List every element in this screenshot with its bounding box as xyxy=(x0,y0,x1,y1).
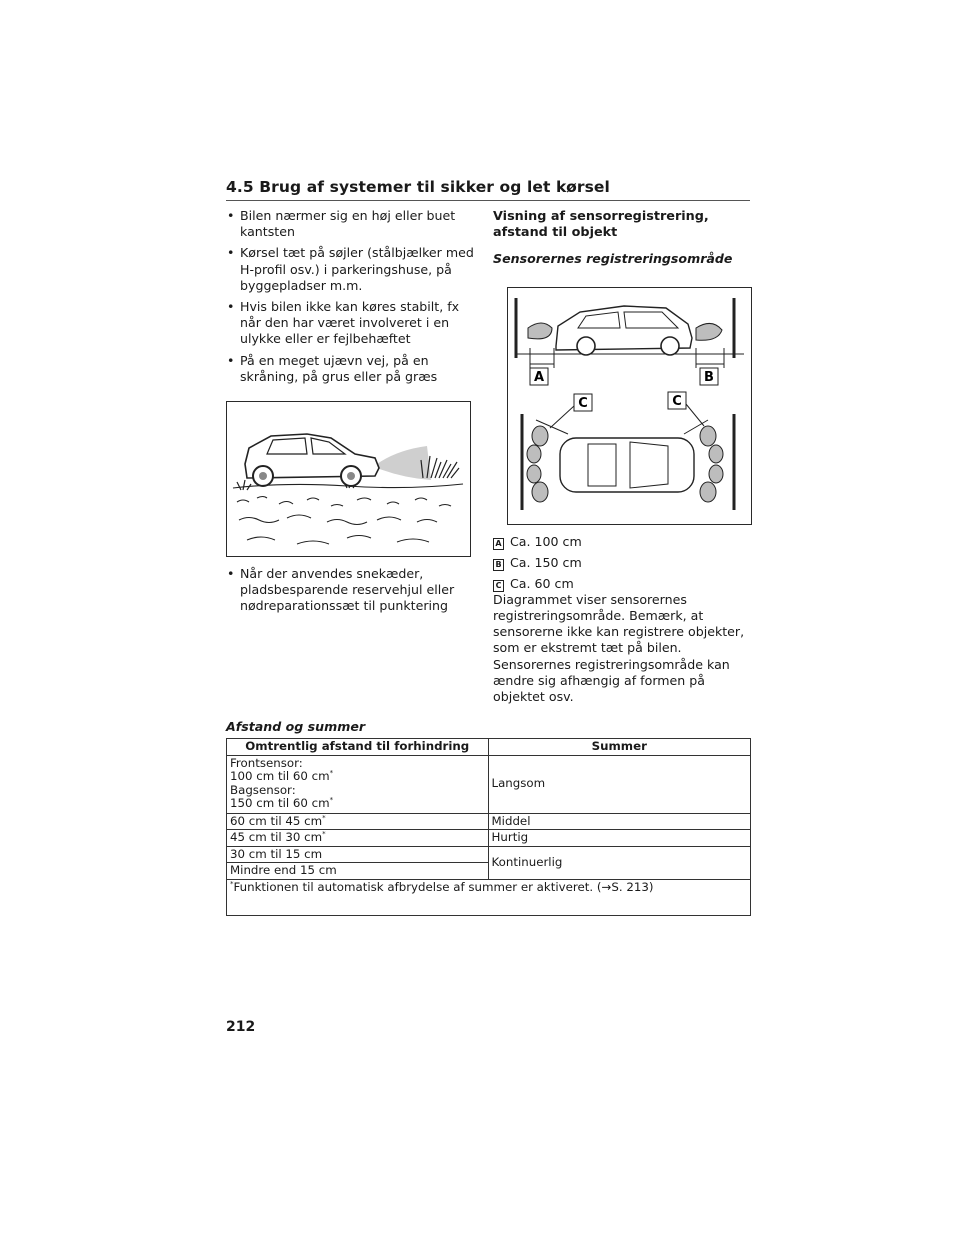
table-footnote-row xyxy=(227,879,751,915)
left-bullet-list xyxy=(226,208,476,390)
rough-terrain-illustration xyxy=(226,401,471,557)
legend-key-b: B xyxy=(493,559,504,571)
table-footnote: *Funktionen til automatisk afbrydelse af summer er aktiveret. (→S. 213) xyxy=(227,879,751,915)
right-heading: Visning af sensorregistrering, afstand til objekt xyxy=(493,209,709,240)
bullet-item: • Bilen nærmer sig en høj eller buet kantsten xyxy=(226,208,476,240)
diagram-label-a: A xyxy=(533,370,545,385)
table-header-row xyxy=(227,739,751,756)
cell-distance: 45 cm til 30 cm* xyxy=(227,830,489,847)
paragraph-sensor-note: Diagrammet viser sensorernes registreringsområde. Bemærk, at sensorerne ikke kan registrere objekter, som er ekstremt tæt på bilen. xyxy=(493,592,745,655)
cell-distance: 60 cm til 45 cm* xyxy=(227,813,489,830)
header-distance: Omtrentlig afstand til forhindring xyxy=(227,739,489,756)
section-title: 4.5 Brug af systemer til sikker og let kørsel xyxy=(226,178,610,196)
section-rule xyxy=(226,200,750,201)
page-number: 212 xyxy=(226,1019,256,1035)
diagram-label-c-right: C xyxy=(672,394,682,409)
bullet-item: • Kørsel tæt på søjler (stålbjælker med H-profil osv.) i parkeringshuse, på byggepladser m.m. xyxy=(226,245,476,294)
cell-buzzer: Hurtig xyxy=(488,830,751,847)
legend-text-a: Ca. 100 cm xyxy=(510,534,582,549)
legend-item-c xyxy=(493,576,574,592)
paragraph-sensor-shape: Sensorernes registreringsområde kan ændre sig afhængig af formen på objektet osv. xyxy=(493,657,730,704)
header-buzzer: Summer xyxy=(488,739,751,756)
legend-item-a xyxy=(493,534,582,550)
cell-buzzer: Langsom xyxy=(488,755,751,813)
sensor-range-diagram xyxy=(507,287,752,525)
front-sensor-value: 100 cm til 60 cm* xyxy=(230,769,334,783)
rear-sensor-value: 150 cm til 60 cm* xyxy=(230,796,334,810)
bullet-item: • Når der anvendes snekæder, pladsbesparende reservehjul eller nødreparationssæt til punktering xyxy=(226,566,476,615)
bullet-item: • På en meget ujævn vej, på en skråning, på grus eller på græs xyxy=(226,353,476,385)
table-row xyxy=(227,830,751,847)
table-row xyxy=(227,813,751,830)
legend-text-b: Ca. 150 cm xyxy=(510,555,582,570)
left-bullet-list-2 xyxy=(226,566,476,620)
right-subheading: Sensorernes registreringsområde xyxy=(493,251,733,266)
rear-sensor-label: Bagsensor: xyxy=(230,782,296,797)
legend-item-b xyxy=(493,555,582,571)
table-row xyxy=(227,755,751,813)
cell-distance xyxy=(227,755,489,813)
front-sensor-label: Frontsensor: xyxy=(230,755,303,770)
cell-buzzer: Kontinuerlig xyxy=(488,846,751,879)
diagram-label-b: B xyxy=(704,370,714,385)
distance-buzzer-table xyxy=(226,738,751,916)
cell-buzzer: Middel xyxy=(488,813,751,830)
legend-key-c: C xyxy=(493,580,504,592)
table-subheading: Afstand og summer xyxy=(226,719,366,734)
diagram-label-c-left: C xyxy=(578,396,588,411)
cell-distance: Mindre end 15 cm xyxy=(227,863,489,880)
cell-distance: 30 cm til 15 cm xyxy=(227,846,489,863)
legend-text-c: Ca. 60 cm xyxy=(510,576,574,591)
bullet-item: • Hvis bilen ikke kan køres stabilt, fx når den har været involveret i en ulykke eller er fejlbehæftet xyxy=(226,299,476,348)
legend-key-a: A xyxy=(493,538,504,550)
table-row xyxy=(227,846,751,863)
